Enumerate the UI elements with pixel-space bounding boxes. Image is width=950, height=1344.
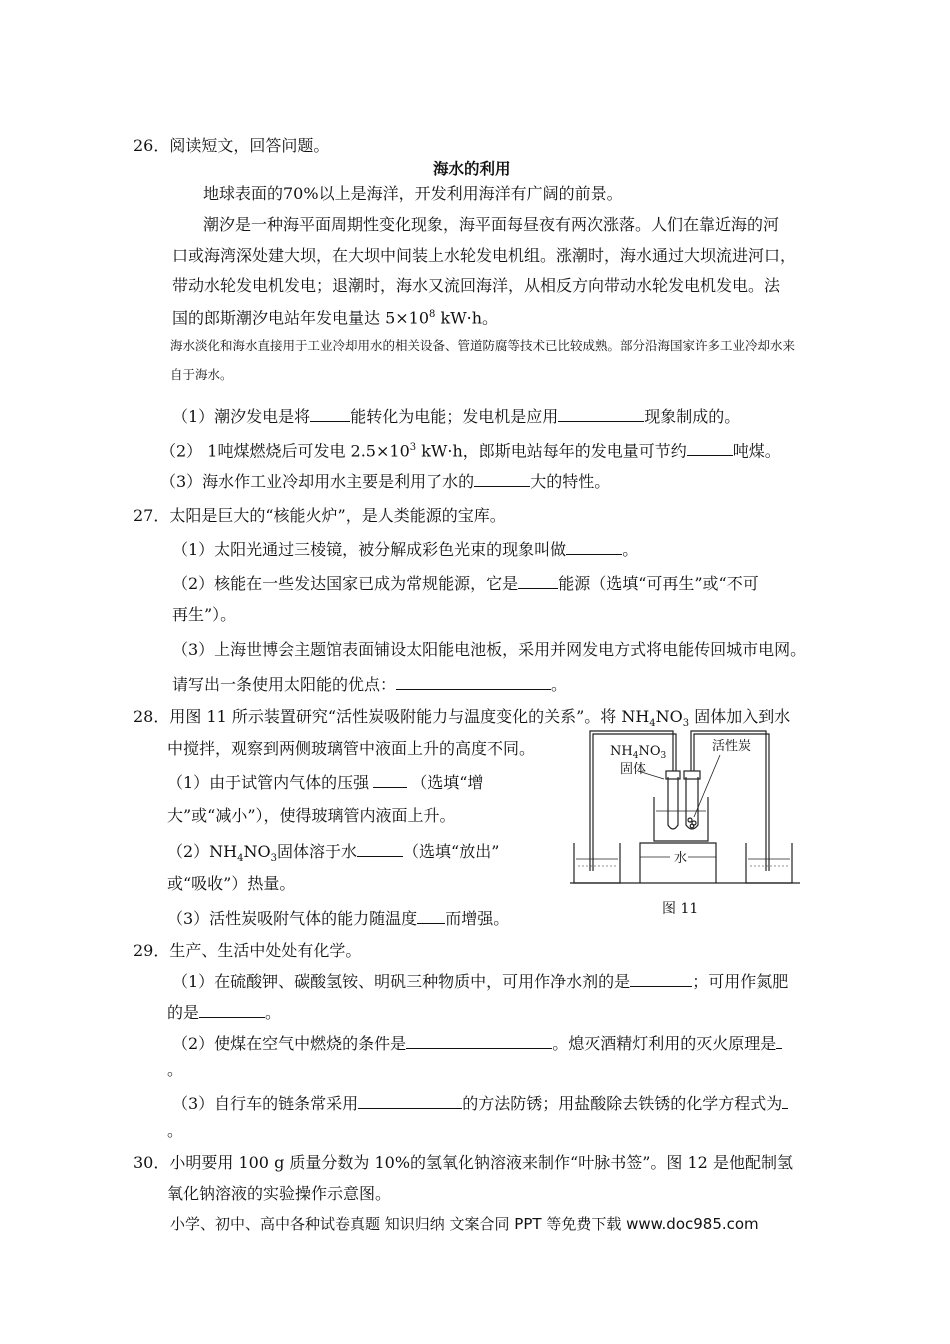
q27-sub2: （2）核能在一些发达国家已成为常规能源，它是 能源（选填“可再生”或“不可 bbox=[172, 574, 759, 593]
q28-sub1-cont: 大”或“减小”），使得玻璃管内液面上升。 bbox=[167, 806, 456, 825]
apparatus-diagram bbox=[570, 725, 810, 925]
answer-blank[interactable] bbox=[776, 1032, 782, 1049]
q28-sub3: （3）活性炭吸附气体的能力随温度 而增强。 bbox=[167, 909, 510, 928]
q28-sub1: （1）由于试管内气体的压强 （选填“增 bbox=[167, 773, 484, 792]
q29-sub1-cont: 的是 。 bbox=[167, 1003, 282, 1022]
answer-blank[interactable] bbox=[630, 970, 692, 987]
q28-stem-line-1: 28．用图 11 所示装置研究“活性炭吸附能力与温度变化的关系”。将 $NH_4NO_3$ 固体加入到水 bbox=[133, 707, 791, 730]
article-paragraph-3-line-1: 海水淡化和海水直接用于工业冷却用水的相关设备、管道防腐等技术已比较成熟。部分沿海国家许多工业冷却水来 bbox=[170, 338, 796, 353]
q27-sub3-cont: 请写出一条使用太阳能的优点： 。 bbox=[172, 675, 568, 694]
nh4no3-label: $NH_4NO_3$ bbox=[610, 744, 667, 761]
answer-blank[interactable] bbox=[358, 1092, 462, 1109]
q28-stem-line-2: 中搅拌，观察到两侧玻璃管中液面上升的高度不同。 bbox=[167, 739, 536, 758]
solid-label: 固体 bbox=[620, 762, 647, 777]
answer-blank[interactable] bbox=[199, 1001, 265, 1018]
figure-caption: 图 11 bbox=[662, 901, 699, 917]
article-paragraph-2-line-1: 潮汐是一种海平面周期性变化现象，海平面每昼夜有两次涨落。人们在靠近海的河 bbox=[203, 215, 780, 234]
article-paragraph-3-line-2: 自于海水。 bbox=[170, 367, 233, 382]
answer-blank[interactable] bbox=[357, 840, 403, 857]
answer-blank[interactable] bbox=[782, 1092, 788, 1109]
answer-blank[interactable] bbox=[373, 771, 407, 788]
q30-line-2: 氧化钠溶液的实验操作示意图。 bbox=[167, 1184, 392, 1203]
article-paragraph-2-line-2: 口或海湾深处建大坝，在大坝中间装上水轮发电机组。涨潮时，海水通过大坝流进河口， bbox=[172, 246, 797, 265]
q29-sub2-cont: 。 bbox=[167, 1060, 184, 1079]
water-label: 水 bbox=[674, 851, 688, 866]
article-title: 海水的利用 bbox=[433, 160, 511, 178]
article-paragraph-1: 地球表面的70%以上是海洋，开发利用海洋有广阔的前景。 bbox=[203, 184, 623, 203]
q26-sub3: （3）海水作工业冷却用水主要是利用了水的 大的特性。 bbox=[160, 472, 611, 491]
q28-sub2-cont: 或“吸收”）热量。 bbox=[167, 874, 296, 893]
q29-sub2: （2）使煤在空气中燃烧的条件是 。熄灭酒精灯利用的灭火原理是 bbox=[172, 1032, 782, 1055]
q26-sub2: （2） 1吨煤燃烧后可发电 $2.5\times 10^3$ kW·h，郎斯电站每年的发电量可节约 吨煤。 bbox=[160, 441, 781, 461]
figure-11-apparatus bbox=[570, 725, 810, 925]
answer-blank[interactable] bbox=[406, 1032, 552, 1049]
answer-blank[interactable] bbox=[417, 907, 445, 924]
answer-blank[interactable] bbox=[310, 405, 350, 422]
answer-blank[interactable] bbox=[687, 439, 733, 456]
article-paragraph-2-line-3: 带动水轮发电机发电；退潮时，海水又流回海洋，从相反方向带动水轮发电机发电。法 bbox=[172, 276, 781, 295]
q29-stem: 29．生产、生活中处处有化学。 bbox=[133, 941, 362, 960]
page-footer: 小学、初中、高中各种试卷真题 知识归纳 文案合同 PPT 等免费下载 www.doc985.com bbox=[170, 1215, 759, 1233]
answer-blank[interactable] bbox=[518, 572, 558, 589]
q27-sub1: （1）太阳光通过三棱镜，被分解成彩色光束的现象叫做 。 bbox=[172, 540, 639, 559]
q26-sub1: （1）潮汐发电是将 能转化为电能；发电机是应用 现象制成的。 bbox=[172, 407, 741, 426]
answer-blank[interactable] bbox=[558, 405, 644, 422]
activated-carbon-label: 活性炭 bbox=[712, 739, 752, 754]
q29-sub3-cont: 。 bbox=[167, 1121, 184, 1140]
q28-sub2: $(2)NH_4NO_3$固体溶于水 （选填“放出” bbox=[167, 842, 500, 865]
q27-sub2-cont: 再生”）。 bbox=[172, 605, 237, 624]
article-paragraph-2-line-4: 国的郎斯潮汐电站年发电量达 $5\times 10^8$ kW·h。 bbox=[172, 308, 499, 328]
answer-blank[interactable] bbox=[566, 538, 622, 555]
q27-stem: 27．太阳是巨大的“核能火炉”，是人类能源的宝库。 bbox=[133, 506, 506, 525]
answer-blank[interactable] bbox=[396, 673, 551, 690]
q29-sub1: （1）在硫酸钾、碳酸氢铵、明矾三种物质中，可用作净水剂的是 ；可用作氮肥 bbox=[172, 972, 789, 991]
q30-line-1: 30．小明要用 100 g 质量分数为 10%的氢氧化钠溶液来制作“叶脉书签”。图 12 是他配制氢 bbox=[133, 1153, 793, 1172]
q27-sub3: （3）上海世博会主题馆表面铺设太阳能电池板，采用并网发电方式将电能传回城市电网。 bbox=[172, 640, 807, 659]
q26-stem: 26．阅读短文，回答问题。 bbox=[133, 136, 330, 155]
q29-sub3: （3）自行车的链条常采用 的方法防锈；用盐酸除去铁锈的化学方程式为 bbox=[172, 1092, 788, 1115]
answer-blank[interactable] bbox=[474, 470, 530, 487]
